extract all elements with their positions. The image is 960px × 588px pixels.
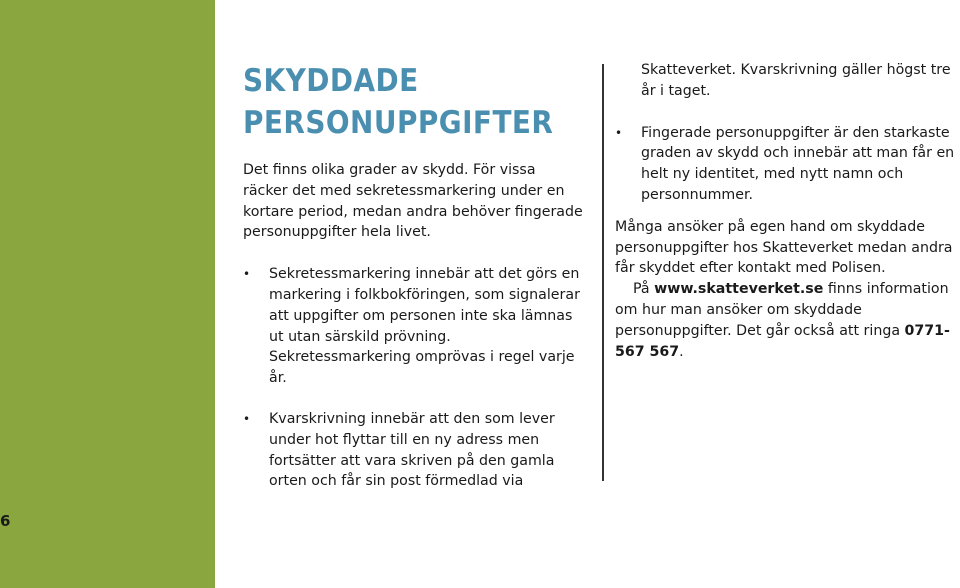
column-divider xyxy=(602,64,604,481)
bullet-fingerade-personuppgifter: • Fingerade personuppgifter är den starkaste graden av skydd och innebär att man får en helt ny identitet, med nytt namn och personnummer. xyxy=(615,123,960,206)
page-number: 6 xyxy=(0,512,11,530)
right-column xyxy=(615,60,960,362)
contact-text: finns information om hur man ansöker om skyddade personuppgifter. Det går också att ringa xyxy=(615,281,949,339)
left-bullet-list xyxy=(243,264,583,492)
side-color-band xyxy=(0,0,215,588)
title-line-1: SKYDDADE xyxy=(243,63,419,99)
left-column xyxy=(243,160,583,512)
contact-prefix: På xyxy=(633,281,655,298)
info-paragraph: Många ansöker på egen hand om skyddade personuppgifter hos Skatteverket medan andra får skyddet efter kontakt med Polisen. xyxy=(615,218,953,277)
continued-bullet-text: Skatteverket. Kvarskrivning gäller högst tre år i taget. xyxy=(641,62,951,99)
title-line-2: PERSONUPPGIFTER xyxy=(243,105,554,141)
intro-paragraph: Det finns olika grader av skydd. För vissa räcker det med sekretessmarkering under en kortare period, medan andra behöver fingerade personuppgifter hela livet. xyxy=(243,162,583,241)
bullet-kvarskrivning: • Kvarskrivning innebär att den som lever under hot flyttar till en ny adress men fortsätter att vara skriven på den gamla orten och får sin post förmedlad via xyxy=(243,409,583,492)
phone-number: 0771-567 567 xyxy=(615,322,950,360)
website-link[interactable]: www.skatteverket.se xyxy=(654,281,824,298)
right-bullet-list xyxy=(615,123,960,206)
page-title xyxy=(243,60,554,144)
contact-paragraph xyxy=(615,279,960,362)
contact-end: . xyxy=(679,343,684,360)
bullet-sekretessmarkering: • Sekretessmarkering innebär att det görs en markering i folkbokföringen, som signalerar att uppgifter om personen inte ska lämnas ut utan särskild prövning. Sekretessmarkering omprövas i regel varje år. xyxy=(243,264,583,389)
